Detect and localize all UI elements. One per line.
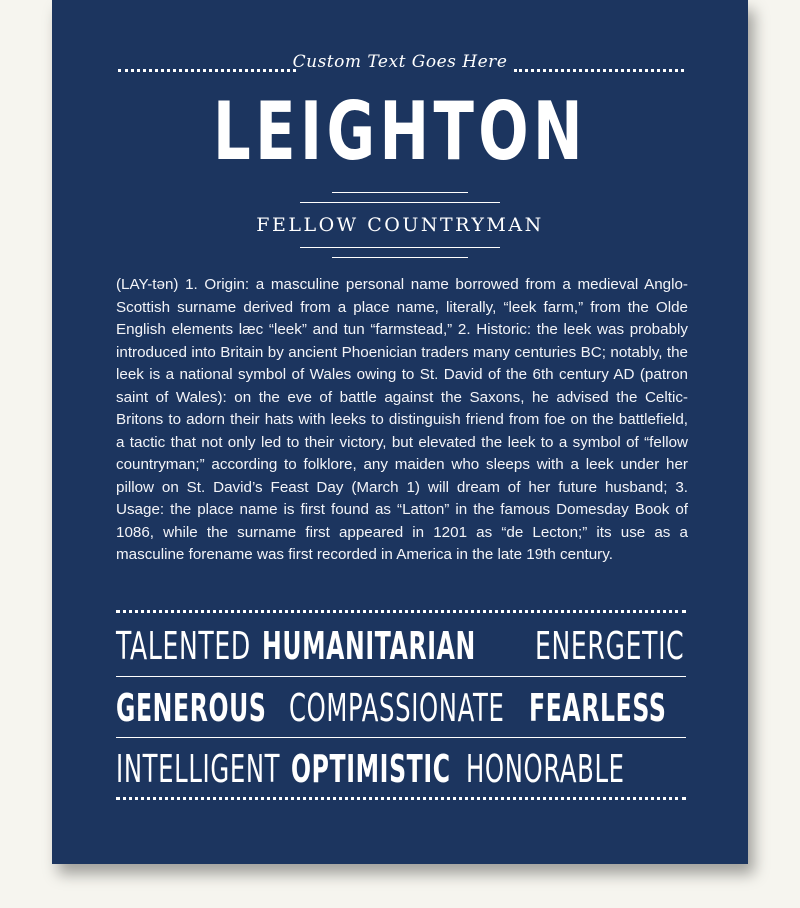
traits-divider-2: [116, 737, 686, 738]
trait-row-3: [116, 747, 686, 791]
trait-word: HUMANITARIAN: [262, 624, 477, 668]
title-underline-2: [300, 202, 500, 203]
dotted-rule-top-right: [514, 69, 684, 72]
name-definition: (LAY-tən) 1. Origin: a masculine personal name borrowed from a medieval Anglo-Scottish surname derived from a place name, literally, “leek farm,” from the Olde English elements læc “leek” and tun “farmstead,” 2. Historic: the leek was probably introduced into Britain by ancient Phoenician traders many centuries BC; notably, the leek is a national symbol of Wales owing to St. David of the 6th century AD (patron saint of Wales): on the eve of battle against the Saxons, he advised the Celtic-Britons to adorn their hats with leeks to distinguish friend from foe on the battlefield, a tactic that not only led to their victory, but elevated the leek to a symbol of “fellow countryman;” according to folklore, any maiden who sleeps with a leek under her pillow on St. David’s Feast Day (March 1) will dream of her future husband; 3. Usage: the place name is first found as “Latton” in the famous Domesday Book of 1086, while the surname first appeared in 1201 as “de Lecton;” its use as a masculine forename was first recorded in America in the late 19th century.: [116, 276, 688, 563]
meaning-underline-1: [300, 247, 500, 248]
dotted-rule-traits-top: [116, 610, 686, 613]
trait-word: OPTIMISTIC: [290, 747, 451, 791]
trait-word: INTELLIGENT: [116, 747, 281, 791]
name-meaning: FELLOW COUNTRYMAN: [256, 214, 544, 236]
trait-word: FEARLESS: [529, 686, 667, 730]
dotted-rule-traits-bottom: [116, 797, 686, 800]
name-poster: [52, 0, 748, 864]
title-underline-1: [332, 192, 468, 193]
trait-row-2: [116, 686, 686, 730]
trait-word: COMPASSIONATE: [288, 686, 505, 730]
traits-divider-1: [116, 676, 686, 677]
trait-word: ENERGETIC: [535, 624, 685, 668]
trait-word: TALENTED: [116, 624, 251, 668]
meaning-underline-2: [332, 257, 468, 258]
custom-text: Custom Text Goes Here: [292, 52, 508, 72]
trait-word: HONORABLE: [465, 747, 625, 791]
trait-row-1: [116, 624, 686, 668]
name-title: LEIGHTON: [212, 85, 588, 178]
trait-word: GENEROUS: [116, 686, 267, 730]
